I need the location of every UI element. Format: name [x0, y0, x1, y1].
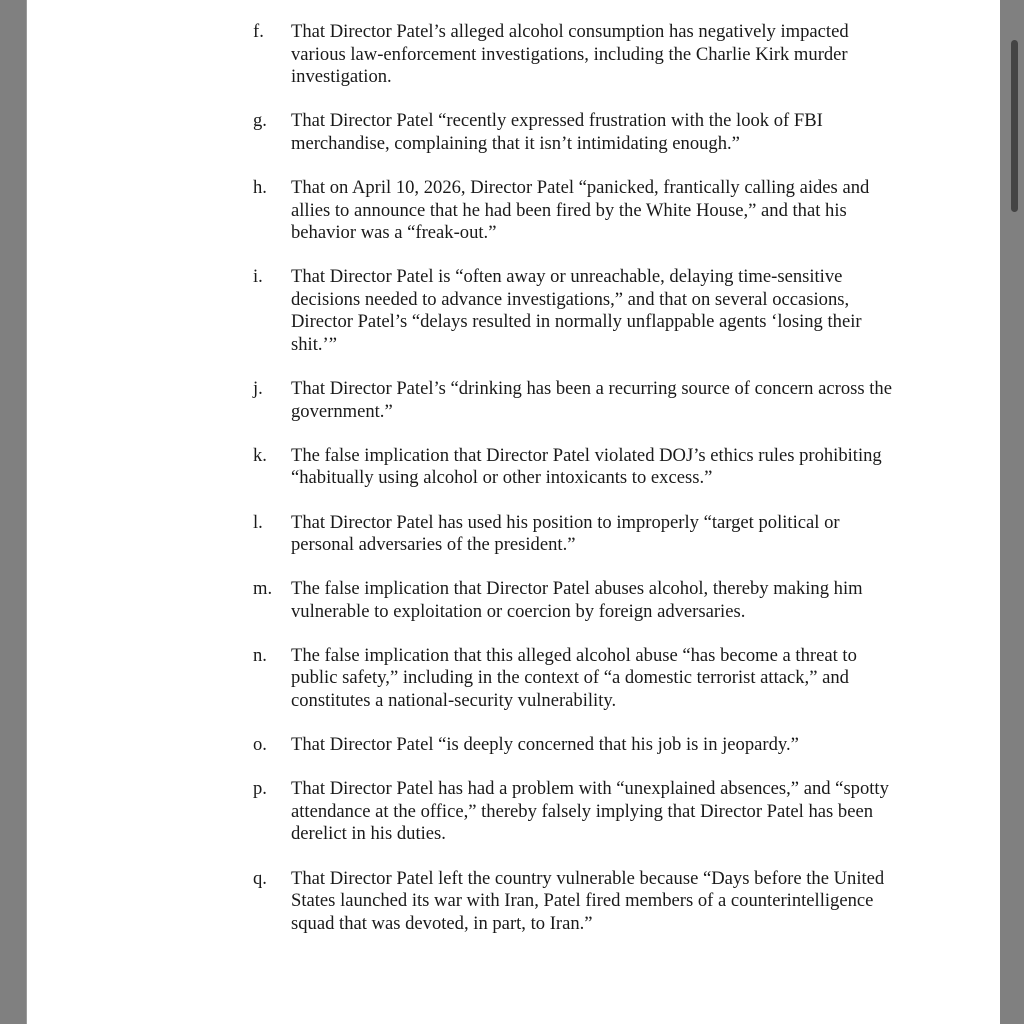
list-marker: h.	[253, 176, 267, 198]
list-marker: q.	[253, 867, 267, 889]
list-item-text: That Director Patel “is deeply concerned that his job is in jeopardy.”	[291, 734, 799, 756]
list-marker: g.	[253, 110, 267, 132]
list-item-n	[253, 645, 893, 713]
list-item-text: That Director Patel has had a problem with “unexplained absences,” and “spotty attendance at the office,” thereby falsely implying that Director Patel has been derelict in his duties.	[291, 778, 889, 845]
list-item-m	[253, 578, 893, 623]
list-item-f	[253, 21, 893, 89]
list-marker: k.	[253, 444, 267, 466]
list-item-k	[253, 445, 893, 490]
list-marker: m.	[253, 578, 273, 600]
list-item-g	[253, 110, 893, 155]
list-item-l	[253, 512, 893, 557]
list-item-i	[253, 266, 893, 356]
list-item-h	[253, 177, 893, 245]
list-item-text: That Director Patel’s “drinking has been a recurring source of concern across the government.”	[291, 378, 892, 422]
list-item-text: The false implication that Director Patel violated DOJ’s ethics rules prohibiting “habitually using alcohol or other intoxicants to excess.”	[291, 444, 882, 489]
list-item-q	[253, 868, 893, 936]
list-marker: f.	[253, 21, 264, 42]
list-item-o	[253, 734, 893, 757]
list-item-text: That Director Patel is “often away or unreachable, delaying time-sensitive decisions needed to advance investigations,” and that on several occasions, Director Patel’s “delays resulted in normally unflappable agents ‘losing their shit.’”	[291, 266, 862, 356]
list-marker: p.	[253, 778, 267, 800]
scrollbar-thumb[interactable]	[1011, 40, 1018, 212]
list-marker: i.	[253, 266, 263, 288]
list-item-text: The false implication that this alleged alcohol abuse “has become a threat to public safety,” including in the context of “a domestic terrorist attack,” and constitutes a national-security vulnerability.	[291, 644, 857, 712]
list-marker: n.	[253, 644, 267, 666]
list-item-text: The false implication that Director Patel abuses alcohol, thereby making him vulnerable to exploitation or coercion by foreign adversaries.	[291, 578, 863, 622]
list-item-j	[253, 378, 893, 423]
list-marker: l.	[253, 511, 263, 533]
list-item-text: That Director Patel has used his position to improperly “target political or personal adversaries of the president.”	[291, 511, 840, 556]
list-item-p	[253, 778, 893, 846]
list-item-text: That Director Patel left the country vulnerable because “Days before the United States launched its war with Iran, Patel fired members of a counterintelligence squad that was devoted, in part, to Iran.”	[291, 867, 885, 934]
list-item-text: That on April 10, 2026, Director Patel “panicked, frantically calling aides and allies to announce that he had been fired by the White House,” and that his behavior was a “freak-out.”	[291, 176, 870, 244]
allegations-list	[253, 21, 893, 957]
list-item-text: That Director Patel “recently expressed frustration with the look of FBI merchandise, complaining that it isn’t intimidating enough.”	[291, 110, 823, 154]
list-marker: j.	[253, 378, 263, 400]
list-item-text: That Director Patel’s alleged alcohol consumption has negatively impacted various law-enforcement investigations, including the Charlie Kirk murder investigation.	[291, 21, 849, 88]
list-marker: o.	[253, 734, 267, 756]
